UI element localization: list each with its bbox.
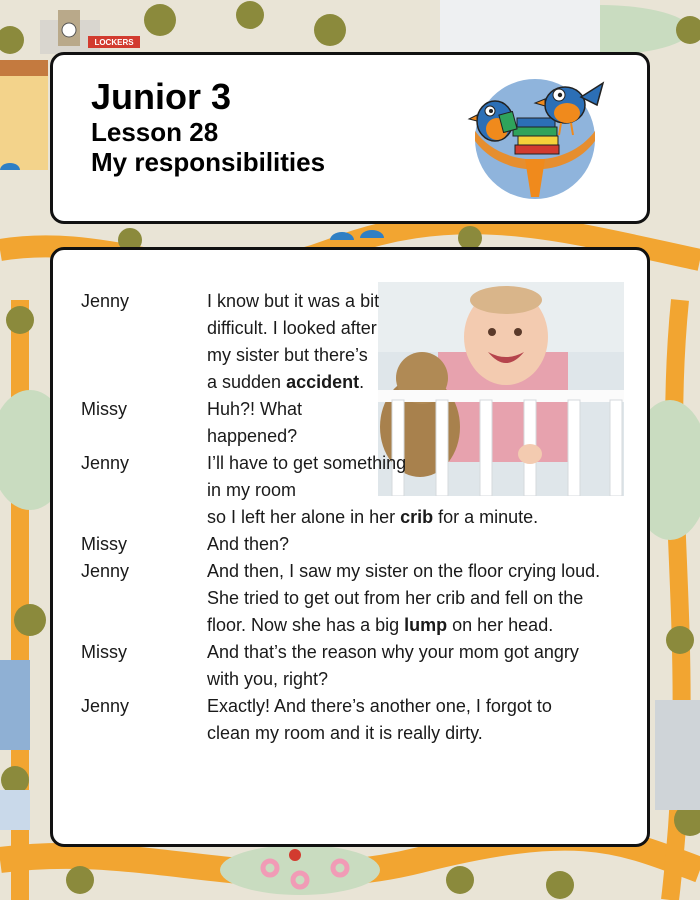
speaker-name: Jenny: [81, 291, 130, 311]
line-text: Huh?! What happened?: [207, 399, 303, 446]
line-text: I know but it was a bit difficult. I looked after my sister but there’s a sudden accident.: [207, 291, 380, 392]
speaker-name: Jenny: [81, 561, 130, 581]
dialogue-line: [81, 450, 601, 504]
dialogue-line: [81, 288, 601, 396]
lesson-topic: My responsibilities: [91, 147, 326, 177]
speaker-name: Missy: [81, 642, 127, 662]
speaker-name: Jenny: [81, 696, 130, 716]
line-text: so I left her alone in her crib for a minute.: [207, 507, 539, 527]
course-level: Junior 3: [91, 76, 232, 117]
line-text: Exactly! And there’s another one, I forgot to clean my room and it is really dirty.: [207, 696, 552, 743]
speaker-name: Missy: [81, 399, 127, 419]
line-text: And that’s the reason why your mom got angry with you, right?: [207, 642, 579, 689]
dialogue-transcript: [81, 288, 601, 747]
dialogue-card: [50, 247, 650, 847]
lesson-number: Lesson 28: [91, 117, 219, 147]
dialogue-line: [81, 396, 601, 450]
speaker-name: Missy: [81, 534, 127, 554]
title-block: [91, 77, 325, 177]
dialogue-line: [81, 639, 601, 693]
birds-reading-books-logo: [463, 69, 613, 209]
vocab-word: crib: [400, 507, 434, 527]
dialogue-line-continued: [81, 504, 601, 531]
lesson-header-card: [50, 52, 650, 224]
vocab-word: accident: [286, 372, 360, 392]
lockers-sign: LOCKERS: [94, 38, 134, 47]
line-text: And then, I saw my sister on the floor crying loud. She tried to get out from her crib and fell on the floor. Now she has a big lump on her head.: [207, 561, 601, 635]
dialogue-line: [81, 558, 601, 639]
line-text: I’ll have to get something in my room: [207, 453, 407, 500]
line-text: And then?: [207, 534, 290, 554]
vocab-word: lump: [404, 615, 448, 635]
dialogue-line: [81, 531, 601, 558]
dialogue-line: [81, 693, 601, 747]
speaker-name: Jenny: [81, 453, 130, 473]
